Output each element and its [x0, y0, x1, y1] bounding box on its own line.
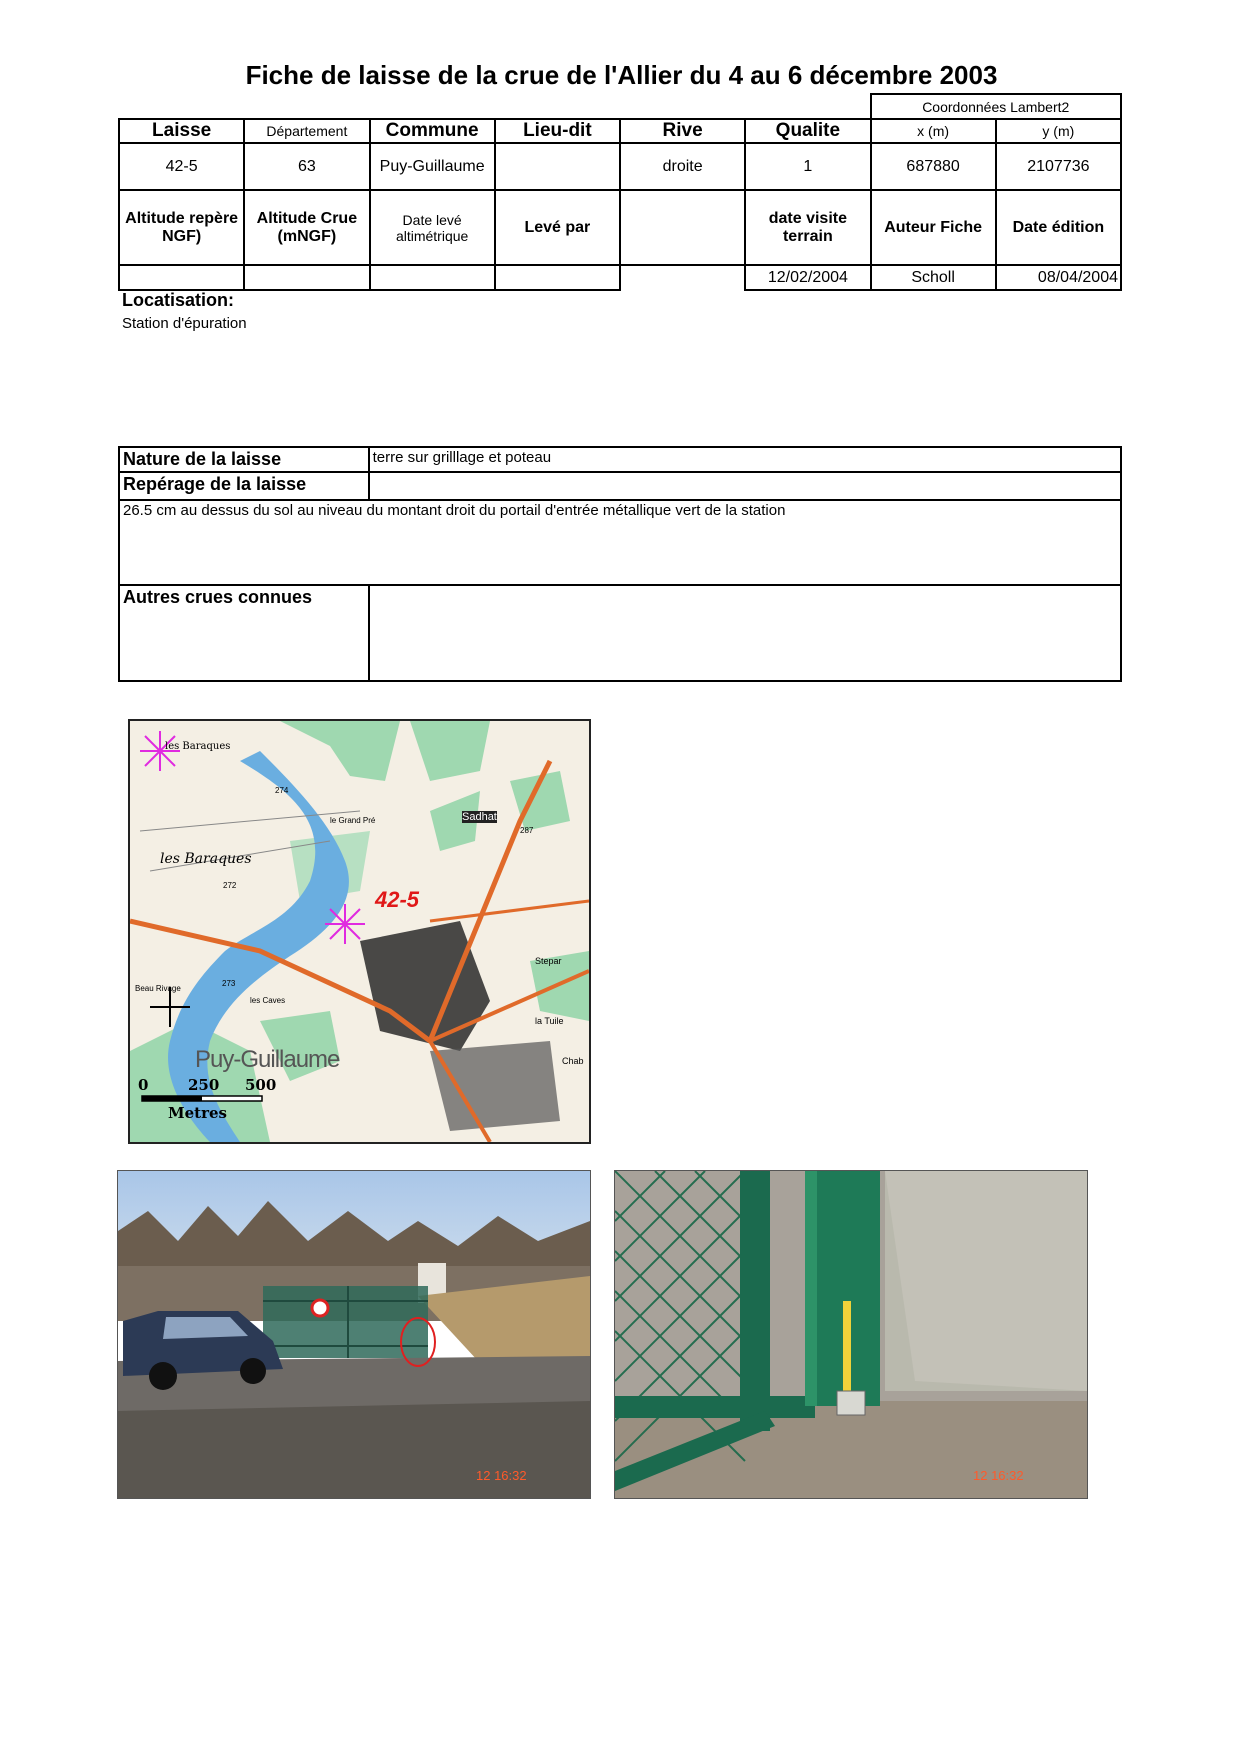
commune-value: Puy-Guillaume	[370, 143, 495, 190]
localisation-label: Locatisation:	[122, 290, 235, 310]
qualite-value: 1	[745, 143, 870, 190]
altitude-crue-header: Altitude Crue (mNGF)	[244, 190, 369, 265]
date-visite-value: 12/02/2004	[745, 265, 870, 290]
leve-par-header: Levé par	[495, 190, 620, 265]
map-label-stepar: Stepar	[535, 956, 562, 966]
photo-gate-overview	[117, 1170, 591, 1499]
map-label-sadhat: Sadhat	[462, 811, 497, 823]
map-spot-height-4: 287	[520, 826, 534, 835]
altitude-crue-value	[244, 265, 369, 290]
y-value: 2107736	[996, 143, 1121, 190]
map-label-puy-guillaume: Puy-Guillaume	[195, 1046, 340, 1073]
reperage-value: 26.5 cm au dessus du sol au niveau du montant droit du portail d'entrée métallique vert de la station	[119, 500, 1121, 585]
date-visite-header: date visite terrain	[745, 190, 870, 265]
map-label-chab: Chab	[562, 1056, 584, 1066]
photo-gate-post-graphic	[615, 1171, 1087, 1498]
rive-value: droite	[620, 143, 745, 190]
map-scale-label-250: 250	[188, 1076, 220, 1094]
laisse-description-table	[118, 446, 1122, 682]
lieu-dit-header: Lieu-dit	[495, 119, 620, 143]
qualite-header: Qualite	[745, 119, 870, 143]
laisse-value: 42-5	[119, 143, 244, 190]
nature-value: terre sur grilllage et poteau	[369, 447, 1121, 472]
photo-right-timestamp: 12 16:32	[973, 1468, 1024, 1483]
map-label-grand-pre: le Grand Pré	[330, 816, 376, 825]
autres-crues-value	[369, 585, 1121, 681]
reperage-empty-cell	[369, 472, 1121, 500]
map-label-caves: les Caves	[250, 996, 286, 1005]
autres-crues-label: Autres crues connues	[119, 585, 369, 681]
photo-gate-post-measure	[614, 1170, 1088, 1499]
auteur-header: Auteur Fiche	[871, 190, 996, 265]
laisse-header: Laisse	[119, 119, 244, 143]
map-label-beau-rivage: Beau Rivage	[135, 984, 181, 993]
date-edition-header: Date édition	[996, 190, 1121, 265]
altitude-repere-value	[119, 265, 244, 290]
departement-header: Département	[244, 119, 369, 143]
date-edition-value: 08/04/2004	[996, 265, 1121, 290]
date-leve-header: Date levé altimétrique	[370, 190, 495, 265]
map-label-tuile: la Tuile	[535, 1016, 564, 1026]
location-map	[128, 719, 591, 1144]
coord-header: Coordonnées Lambert2	[871, 94, 1122, 119]
rive-header: Rive	[620, 119, 745, 143]
map-spot-height-2: 273	[222, 979, 236, 988]
map-spot-height-3: 274	[275, 786, 289, 795]
localisation-value: Station d'épuration	[122, 315, 247, 332]
map-scale-unit: Metres	[168, 1104, 227, 1122]
altitude-repere-header: Altitude repère NGF)	[119, 190, 244, 265]
map-scale-label-500: 500	[245, 1076, 277, 1094]
reperage-label: Repérage de la laisse	[119, 472, 369, 500]
departement-value: 63	[244, 143, 369, 190]
header-table	[118, 93, 1122, 291]
x-header: x (m)	[871, 119, 996, 143]
map-scale-label-0: 0	[138, 1076, 149, 1094]
nature-label: Nature de la laisse	[119, 447, 369, 472]
page-title: Fiche de laisse de la crue de l'Allier du 4 au 6 décembre 2003	[245, 60, 998, 90]
photo-left-timestamp: 12 16:32	[476, 1468, 527, 1483]
leve-par-value	[495, 265, 620, 290]
map-label-baraques: les Baraques	[160, 851, 252, 867]
map-marker-label: 42-5	[375, 887, 420, 912]
map-spot-height-1: 272	[223, 881, 237, 890]
photo-gate-overview-graphic	[118, 1171, 590, 1498]
commune-header: Commune	[370, 119, 495, 143]
map-label-baraques-small: les Baraques	[165, 741, 231, 752]
y-header: y (m)	[996, 119, 1121, 143]
auteur-value: Scholl	[871, 265, 996, 290]
date-leve-value	[370, 265, 495, 290]
x-value: 687880	[871, 143, 996, 190]
lieu-dit-value	[495, 143, 620, 190]
